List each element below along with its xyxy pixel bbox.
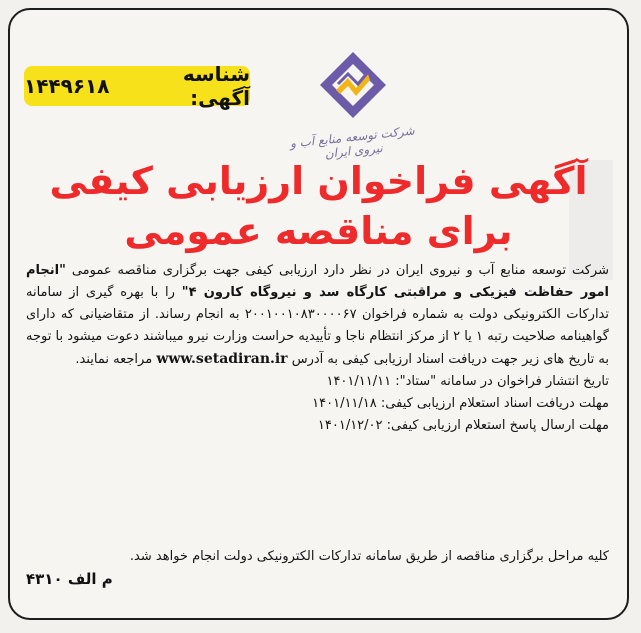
paragraph-1 (26, 260, 609, 371)
website-link[interactable]: www.setadiran.ir (156, 351, 288, 367)
paragraph-1c: مراجعه نمایند. (75, 352, 153, 367)
notice-frame (8, 8, 629, 620)
notice-id-label: شناسه آگهی: (182, 62, 250, 110)
project-title: "انجام امور حفاظت فیزیکی و مراقبتی کارگاه سد و نیروگاه کارون ۴" (26, 263, 609, 300)
notice-code: م الف ۴۳۱۰ (26, 570, 113, 588)
title-line-2: برای مناقصه عمومی (124, 209, 513, 253)
company-logo-text: شرکت توسعه منابع آب و نیروی ایران (289, 123, 416, 161)
company-logo (278, 50, 428, 165)
date-submit-response: مهلت ارسال پاسخ استعلام ارزیابی کیفی: ۱۴۰۱/۱۲/۰۲ (317, 418, 609, 433)
notice-id-value: ۱۴۴۹۶۱۸ (24, 74, 110, 98)
notice-id-badge (24, 62, 250, 110)
title-line-1: آگهی فراخوان ارزیابی کیفی (49, 159, 588, 203)
final-paragraph: کلیه مراحل برگزاری مناقصه از طریق سامانه تدارکات الکترونیکی دولت انجام خواهد شد. (129, 549, 609, 564)
notice-body (26, 260, 609, 437)
paragraph-1a: شرکت توسعه منابع آب و نیروی ایران در نظر دارد ارزیابی کیفی جهت برگزاری مناقصه عمومی (71, 263, 610, 278)
date-receive-docs: مهلت دریافت اسناد استعلام ارزیابی کیفی: ۱۴۰۱/۱۱/۱۸ (312, 396, 609, 411)
dates-list (26, 371, 609, 437)
paragraph-1b: را با بهره گیری از سامانه تدارکات الکترونیکی دولت به شماره فراخوان ۲۰۰۱۰۰۱۰۸۳۰۰۰۰۶۷ به انجام رساند. از متقاضیانی که دارای گواهینامه صلاحیت رتبه ۱ یا ۲ از مرکز انتظام ناجا و تأییدیه حراست وزارت نیرو میباشند دعوت میشود با توجه به تاریخ های زیر جهت دریافت اسناد ارزیابی کیفی به آدرس (26, 285, 609, 367)
date-publish: تاریخ انتشار فراخوان در سامانه "ستاد": ۱۴۰۱/۱۱/۱۱ (326, 374, 609, 389)
company-logo-icon (318, 50, 388, 130)
